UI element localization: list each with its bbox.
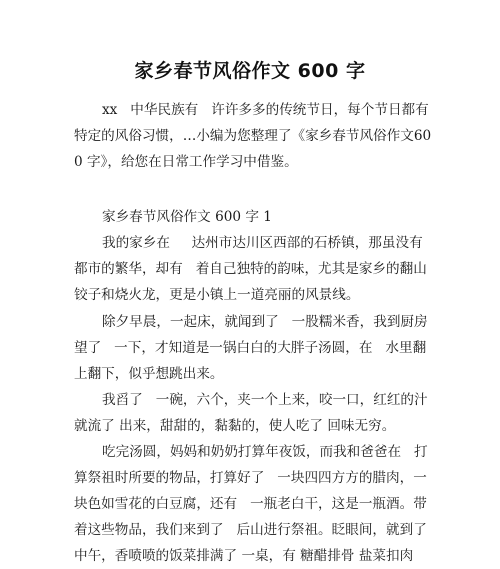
body-paragraph-1: 我的家乡在 达州市达川区西部的石桥镇，那虽没有都市的繁华，却有 着自己独特的韵味，尤其是家乡的翻山铰子和烧火龙，更是小镇上一道亮丽的风景线。 (74, 235, 427, 303)
body-paragraph-3: 我舀了 一碗，六个，夹一个上来，咬一口，红红的汁就流了 出来，甜甜的，黏黏的，使人吃了 回味无穷。 (74, 392, 428, 434)
intro-paragraph: xx 中华民族有 许许多多的传统节日，每个节日都有特定的风俗习惯，…小编为您整理了《家乡春节风俗作文600 字》，给您在日常工作学习中借鉴。 (74, 102, 432, 170)
document-title: 家乡春节风俗作文 600 字 (134, 60, 366, 82)
body-paragraph-2: 除夕早晨，一起床，就闻到了 一股糯米香，我到厨房望了 一下，才知道是一锅白白的大胖子汤圆，在 水里翻上翻下，似乎想跳出来。 (74, 314, 428, 382)
section-heading: 家乡春节风俗作文 600 字 1 (102, 209, 272, 225)
body-paragraph-4: 吃完汤圆，妈妈和奶奶打算年夜饭，而我和爸爸在 打算祭祖时所要的物品，打算好了 一块四四方方的腊肉，一块色如雪花的白豆腐，还有 一瓶老白干，这是一瓶酒。带着这些物品，我们来到了 后山进行祭祖。眨眼间，就到了中午，香喷喷的饭菜排满了 一桌，有 糖醋排骨 盐菜扣肉 (74, 444, 428, 564)
